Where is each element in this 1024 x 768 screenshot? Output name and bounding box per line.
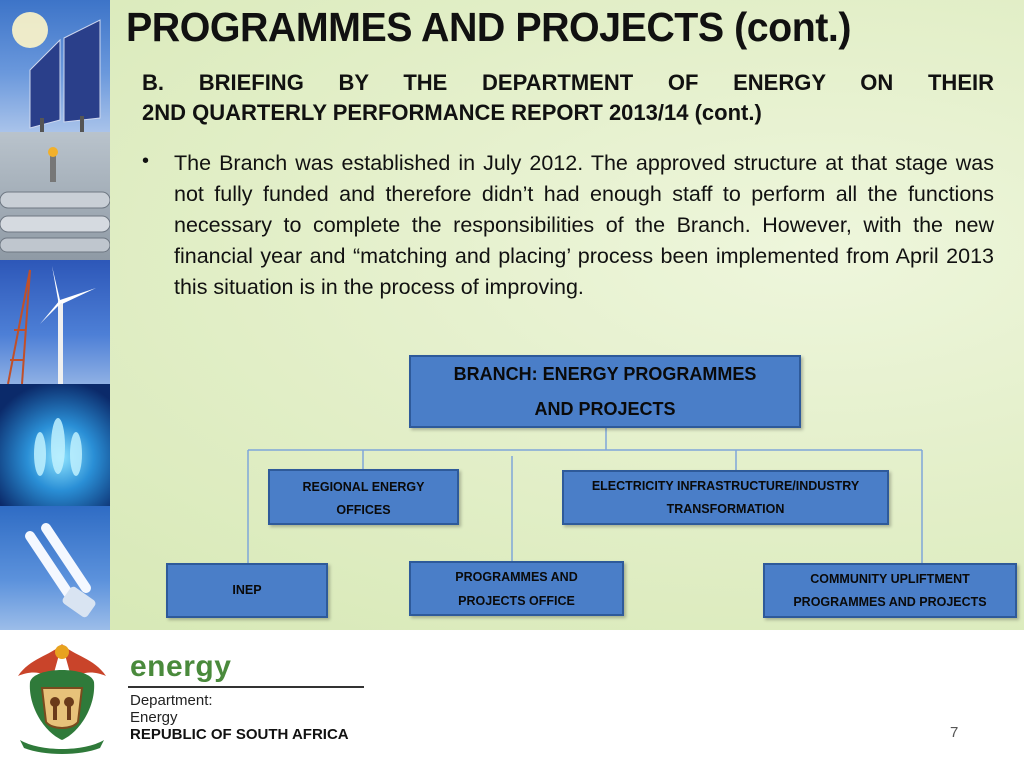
org-box-label: PROGRAMMES AND PROJECTS	[793, 594, 987, 609]
org-box-programmes-projects-office	[409, 561, 624, 616]
energy-brand-text: energy	[130, 650, 232, 683]
solar-panel-photo	[0, 0, 110, 132]
wind-turbine-photo	[0, 260, 110, 384]
pipeline-photo	[0, 132, 110, 260]
org-box-inep	[166, 563, 328, 618]
org-box-label: BRANCH: ENERGY PROGRAMMES	[453, 363, 757, 384]
footer-divider	[128, 686, 364, 688]
fluorescent-bulb-photo	[0, 506, 110, 630]
gas-flame-photo	[0, 384, 110, 506]
org-box-regional-energy-offices	[268, 469, 459, 525]
slide-title: PROGRAMMES AND PROJECTS (cont.)	[126, 4, 851, 50]
org-box-electricity-infrastructure	[562, 470, 889, 525]
org-box-label: OFFICES	[336, 503, 391, 517]
photo-strip	[0, 0, 110, 630]
org-box-community-upliftment	[763, 563, 1017, 618]
dept-label: Department:	[130, 692, 213, 709]
org-box-label: AND PROJECTS	[534, 398, 676, 419]
org-box-branch-root	[409, 355, 801, 428]
dept-name: Energy	[130, 709, 178, 726]
org-box-label: ELECTRICITY INFRASTRUCTURE/INDUSTRY	[591, 478, 860, 493]
country-label: REPUBLIC OF SOUTH AFRICA	[130, 726, 349, 743]
org-box-label: REGIONAL ENERGY	[302, 480, 425, 494]
subtitle-line-1: B. BRIEFING BY THE DEPARTMENT OF ENERGY ON THEIR	[142, 70, 994, 95]
coat-of-arms-icon	[10, 636, 114, 758]
bullet-icon: •	[142, 150, 150, 172]
slide-subtitle	[142, 68, 994, 128]
bullet-item	[142, 148, 994, 303]
org-box-label: PROJECTS OFFICE	[458, 593, 575, 608]
org-box-label: INEP	[232, 583, 262, 597]
page-number: 7	[950, 724, 959, 741]
org-box-label: TRANSFORMATION	[666, 501, 785, 516]
subtitle-line-2: 2ND QUARTERLY PERFORMANCE REPORT 2013/14 (cont.)	[142, 100, 762, 125]
org-box-label: PROGRAMMES AND	[455, 569, 578, 584]
bullet-text: The Branch was established in July 2012. The approved structure at that stage was not fully funded and therefore didn’t had enough staff to perform all the functions necessary to complete the responsibilities of the Branch. However, with the new financial year and “matching and placing’ process been implemented from April 2013 this situation is in the process of improving.	[174, 151, 994, 299]
org-box-label: COMMUNITY UPLIFTMENT	[810, 571, 970, 586]
